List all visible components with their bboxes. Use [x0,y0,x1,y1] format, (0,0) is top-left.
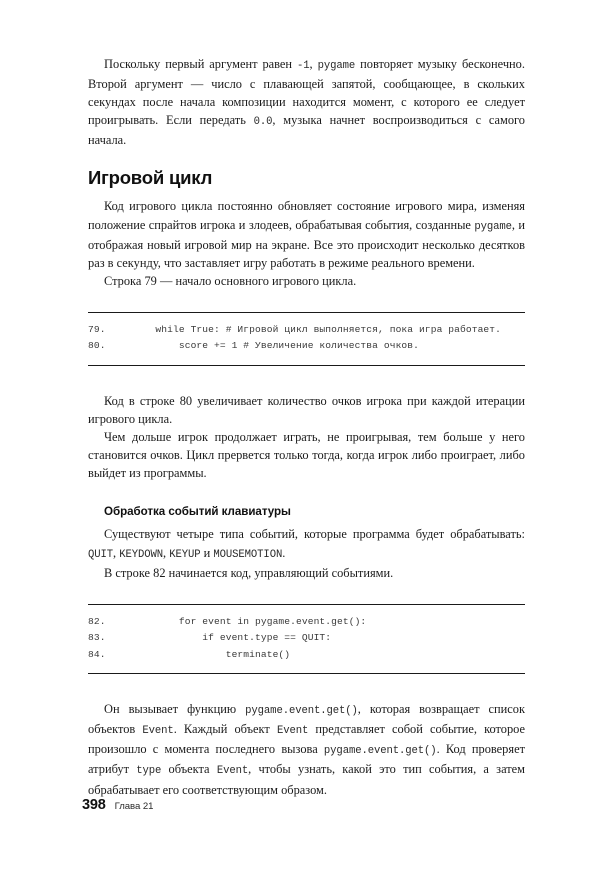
text-run: , чтобы узнать, какой это тип события, а затем обрабатывает его соответствующим образом. [88,762,526,797]
paragraph-after-code-2: Чем дольше игрок продолжает играть, не проигрывая, тем больше у него становится очков. Цикл прервется только тогда, когда игрок либо проиграет, либо выйдет из программы. [88,430,525,481]
code-line-text: terminate() [132,648,291,660]
inline-code: Event [216,765,249,778]
code-line-number: 84. [88,648,106,660]
page-number: 398 [82,797,106,813]
inline-code: KEYDOWN [119,548,164,561]
code-line-number: 83. [88,632,106,644]
code-block-1 [88,312,525,366]
code-line-number: 82. [88,615,106,627]
code-block-2-inner [88,605,525,674]
inline-code: pygame [317,60,356,72]
sub-heading-keyboard-events: Обработка событий клавиатуры [104,505,291,519]
text-run: Он вызывает функцию [104,702,246,717]
code-line [88,614,525,631]
paragraph-game-loop-intro [88,197,525,271]
page-footer [82,797,153,813]
inline-code: pygame [474,220,512,233]
text-run: , [163,545,170,560]
running-head-chapter: Глава 21 [114,801,154,812]
inline-code: pygame.event.get() [245,705,358,718]
code-line-text: score += 1 # Увеличение количества очков. [132,340,420,352]
text-run: , и отображая новый игровой мир на экране. Все это происходит несколько десятков раз в секунду, что заставляет игру работать в режиме реального времени. [88,217,526,270]
code-line [88,630,525,647]
text-run: . Каждый объект [173,722,277,737]
text-run: представляет собой событие, которое произошло с момента последнего вызова [88,722,525,757]
paragraph-line-82: В строке 82 начинается код, управляющий событиями. [104,565,394,580]
text-run: , музыка начнет воспроизводиться с самого начала. [88,113,526,148]
code-line-number: 79. [88,323,106,335]
text-run: , [309,57,318,71]
inline-code: -1 [297,60,310,72]
text-run: , [113,545,120,560]
paragraph-intro [88,55,525,149]
code-block-1-inner [88,313,525,365]
inline-code: QUIT [88,548,114,561]
code-line [88,338,525,355]
code-line-text: if event.type == QUIT: [132,632,332,644]
inline-code: KEYUP [169,548,201,561]
code-line [88,322,525,339]
text-run: Существуют четыре типа событий, которые программа будет обрабатывать: [104,527,525,542]
code-line-text: while True: # Игровой цикл выполняется, пока игра работает. [132,323,502,335]
text-run: , которая возвращает список объектов [88,702,525,737]
inline-code: type [136,765,162,778]
text-run: повторяет музыку бесконечно. Второй аргумент — число с плавающей запятой, сообщающее, в скольких секундах после начала композиции находится момент, с которого ее следует проигрывать. Если передать [88,57,525,128]
text-run: объекта [161,762,217,777]
text-run: Поскольку первый аргумент равен [104,57,298,71]
paragraph-events-intro [88,525,525,563]
inline-code: 0.0 [253,116,273,129]
text-run: . [282,545,286,560]
code-line [88,647,525,664]
inline-code: pygame.event.get() [323,745,437,758]
code-line-text: for event in pygame.event.get(): [132,615,367,627]
inline-code: MOUSEMOTION [213,548,283,561]
text-run: . Код проверяет атрибут [88,742,525,777]
page-content [88,55,525,799]
inline-code: Event [142,725,174,738]
code-block-2 [88,604,525,675]
text-run: и [200,545,214,560]
code-line-number: 80. [88,340,106,352]
paragraph-final [88,700,525,798]
paragraph-line-79: Строка 79 — начало основного игрового цикла. [104,273,357,288]
inline-code: Event [276,725,309,738]
paragraph-after-code-1: Код в строке 80 увеличивает количество очков игрока при каждой итерации игрового цикла. [88,393,525,427]
text-run: Код игрового цикла постоянно обновляет состояние игрового мира, изменяя положение спрайтов игрока и злодеев, обрабатывая события, созданные [88,199,525,232]
section-heading-game-loop: Игровой цикл [88,167,213,189]
